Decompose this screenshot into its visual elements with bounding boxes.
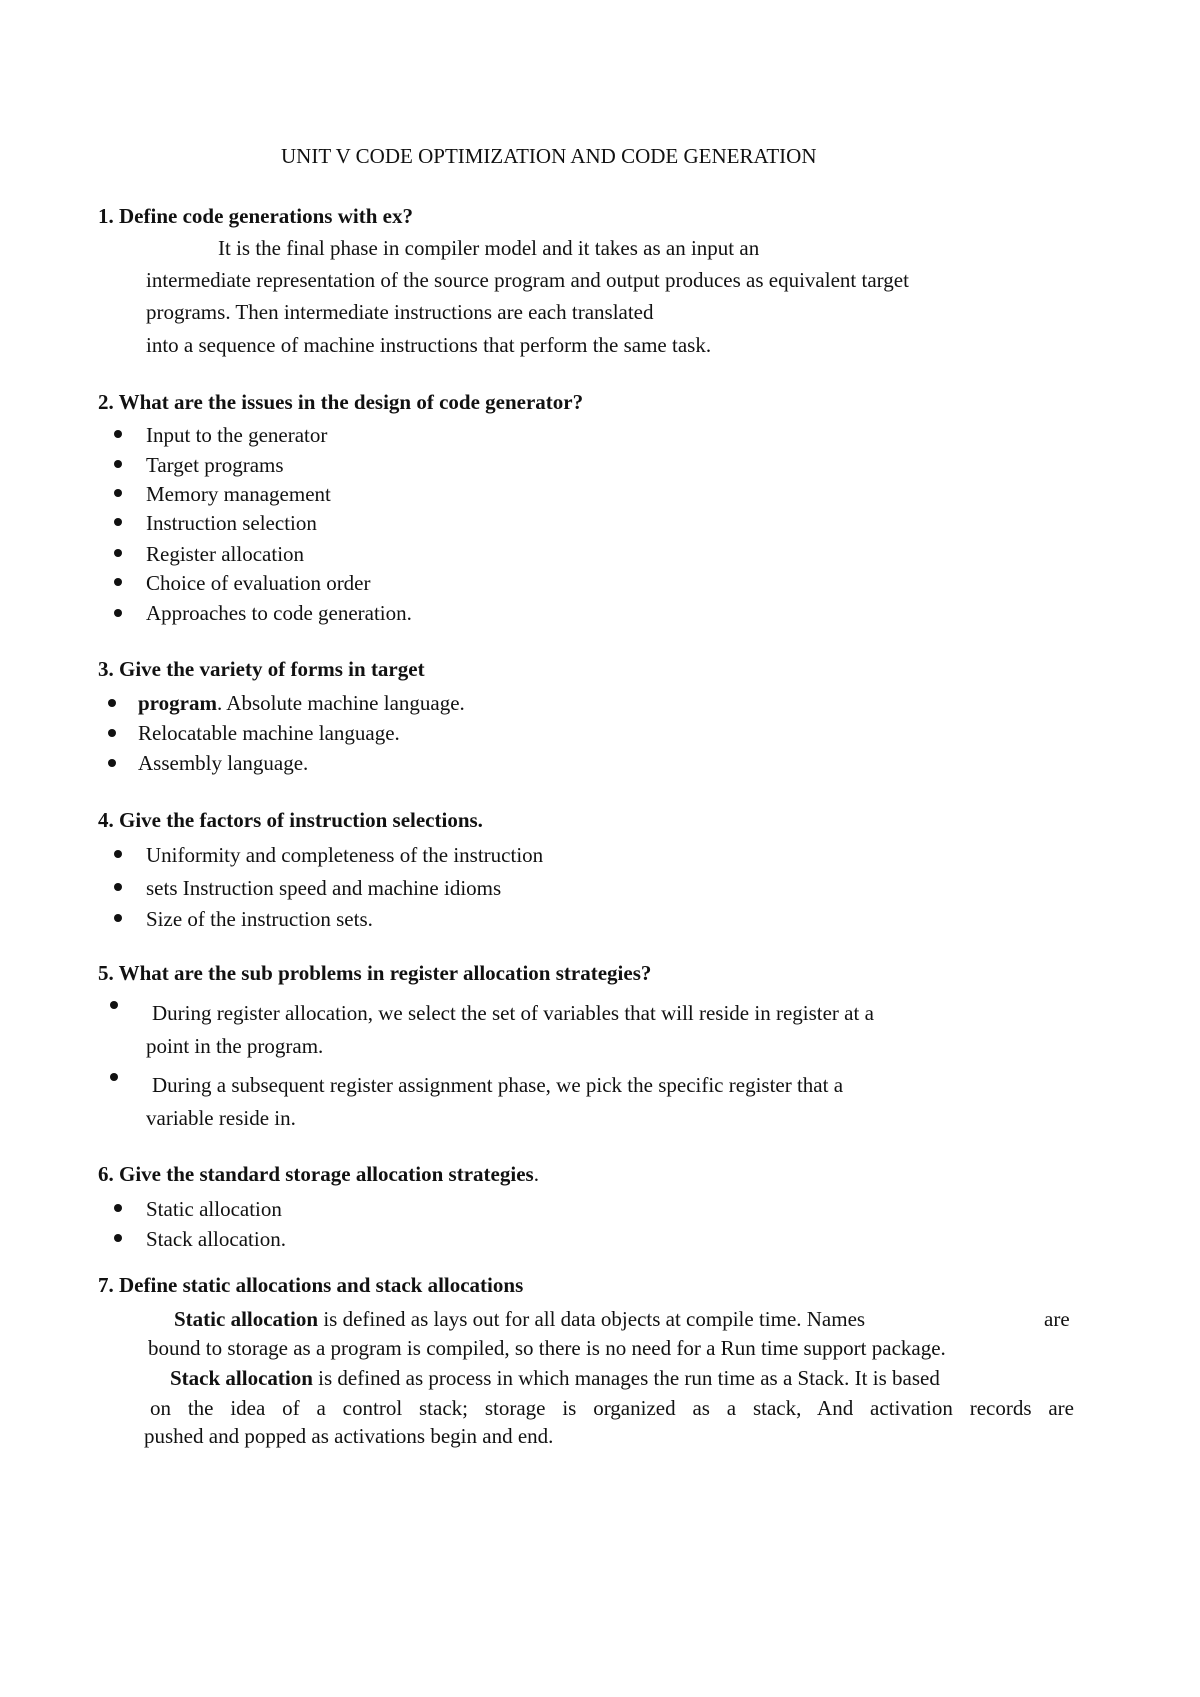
question-6-heading xyxy=(98,1164,539,1185)
bullet-icon xyxy=(114,549,122,557)
bullet-icon xyxy=(114,1234,122,1242)
list-item: Approaches to code generation. xyxy=(146,601,412,625)
q1-line: It is the final phase in compiler model and it takes as an input an xyxy=(218,236,760,260)
stack-allocation-text: is defined as process in which manages the run time as a Stack. It is based xyxy=(312,1366,940,1390)
item-text: . Absolute machine language. xyxy=(216,691,465,715)
list-item: Register allocation xyxy=(146,542,305,566)
bullet-icon xyxy=(114,489,122,497)
bullet-icon xyxy=(114,1204,122,1212)
list-item: During a subsequent register assignment phase, we pick the specific register that a xyxy=(152,1073,844,1097)
list-item: Memory management xyxy=(146,482,331,506)
q1-line: programs. Then intermediate instructions are each translated xyxy=(146,300,654,324)
list-item: During register allocation, we select the set of variables that will reside in register at a xyxy=(152,1001,874,1025)
list-item: Input to the generator xyxy=(146,423,328,447)
question-4-heading: 4. Give the factors of instruction selections. xyxy=(98,808,483,832)
list-item-continuation: variable reside in. xyxy=(146,1106,296,1130)
bullet-icon xyxy=(110,1073,118,1081)
static-allocation-text: is defined as lays out for all data objects at compile time. Names xyxy=(318,1307,866,1331)
question-1-heading: 1. Define code generations with ex? xyxy=(98,204,413,228)
bullet-icon xyxy=(114,850,122,858)
list-item: Static allocation xyxy=(146,1197,282,1221)
page-title: UNIT V CODE OPTIMIZATION AND CODE GENERATION xyxy=(281,144,817,168)
static-allocation-line xyxy=(174,1309,865,1330)
bullet-icon xyxy=(114,883,122,891)
question-7-heading: 7. Define static allocations and stack allocations xyxy=(98,1273,524,1297)
heading-period: . xyxy=(533,1162,539,1186)
bullet-icon xyxy=(110,1001,118,1009)
stack-allocation-line: pushed and popped as activations begin and end. xyxy=(144,1424,554,1448)
list-item: Choice of evaluation order xyxy=(146,571,371,595)
q1-line: into a sequence of machine instructions that perform the same task. xyxy=(146,333,712,357)
bullet-icon xyxy=(114,609,122,617)
stack-allocation-line xyxy=(170,1368,940,1389)
list-item: Size of the instruction sets. xyxy=(146,907,373,931)
bold-term: program xyxy=(138,691,217,715)
bullet-icon xyxy=(114,460,122,468)
question-2-heading: 2. What are the issues in the design of code generator? xyxy=(98,390,584,414)
static-allocation-line-end: are xyxy=(1044,1307,1070,1331)
stack-allocation-term: Stack allocation xyxy=(170,1366,313,1390)
bullet-icon xyxy=(114,578,122,586)
bullet-icon xyxy=(114,430,122,438)
list-item: Stack allocation. xyxy=(146,1227,286,1251)
bullet-icon xyxy=(108,729,116,737)
list-item: sets Instruction speed and machine idioms xyxy=(146,876,502,900)
list-item: Assembly language. xyxy=(138,751,309,775)
heading-text: 6. Give the standard storage allocation strategies xyxy=(98,1162,534,1186)
question-5-heading: 5. What are the sub problems in register allocation strategies? xyxy=(98,961,652,985)
bullet-icon xyxy=(114,518,122,526)
list-item: Instruction selection xyxy=(146,511,317,535)
bullet-icon xyxy=(108,699,116,707)
list-item-continuation: point in the program. xyxy=(146,1034,324,1058)
static-allocation-line: bound to storage as a program is compiled, so there is no need for a Run time support package. xyxy=(148,1336,946,1360)
list-item xyxy=(138,693,465,714)
list-item: Uniformity and completeness of the instruction xyxy=(146,843,544,867)
question-3-heading: 3. Give the variety of forms in target xyxy=(98,657,425,681)
list-item: Target programs xyxy=(146,453,284,477)
static-allocation-term: Static allocation xyxy=(174,1307,319,1331)
stack-allocation-line: on the idea of a control stack; storage is organized as a stack, And activation records are xyxy=(150,1396,1074,1420)
bullet-icon xyxy=(114,914,122,922)
q1-line: intermediate representation of the source program and output produces as equivalent target xyxy=(146,268,909,292)
list-item: Relocatable machine language. xyxy=(138,721,400,745)
bullet-icon xyxy=(108,759,116,767)
